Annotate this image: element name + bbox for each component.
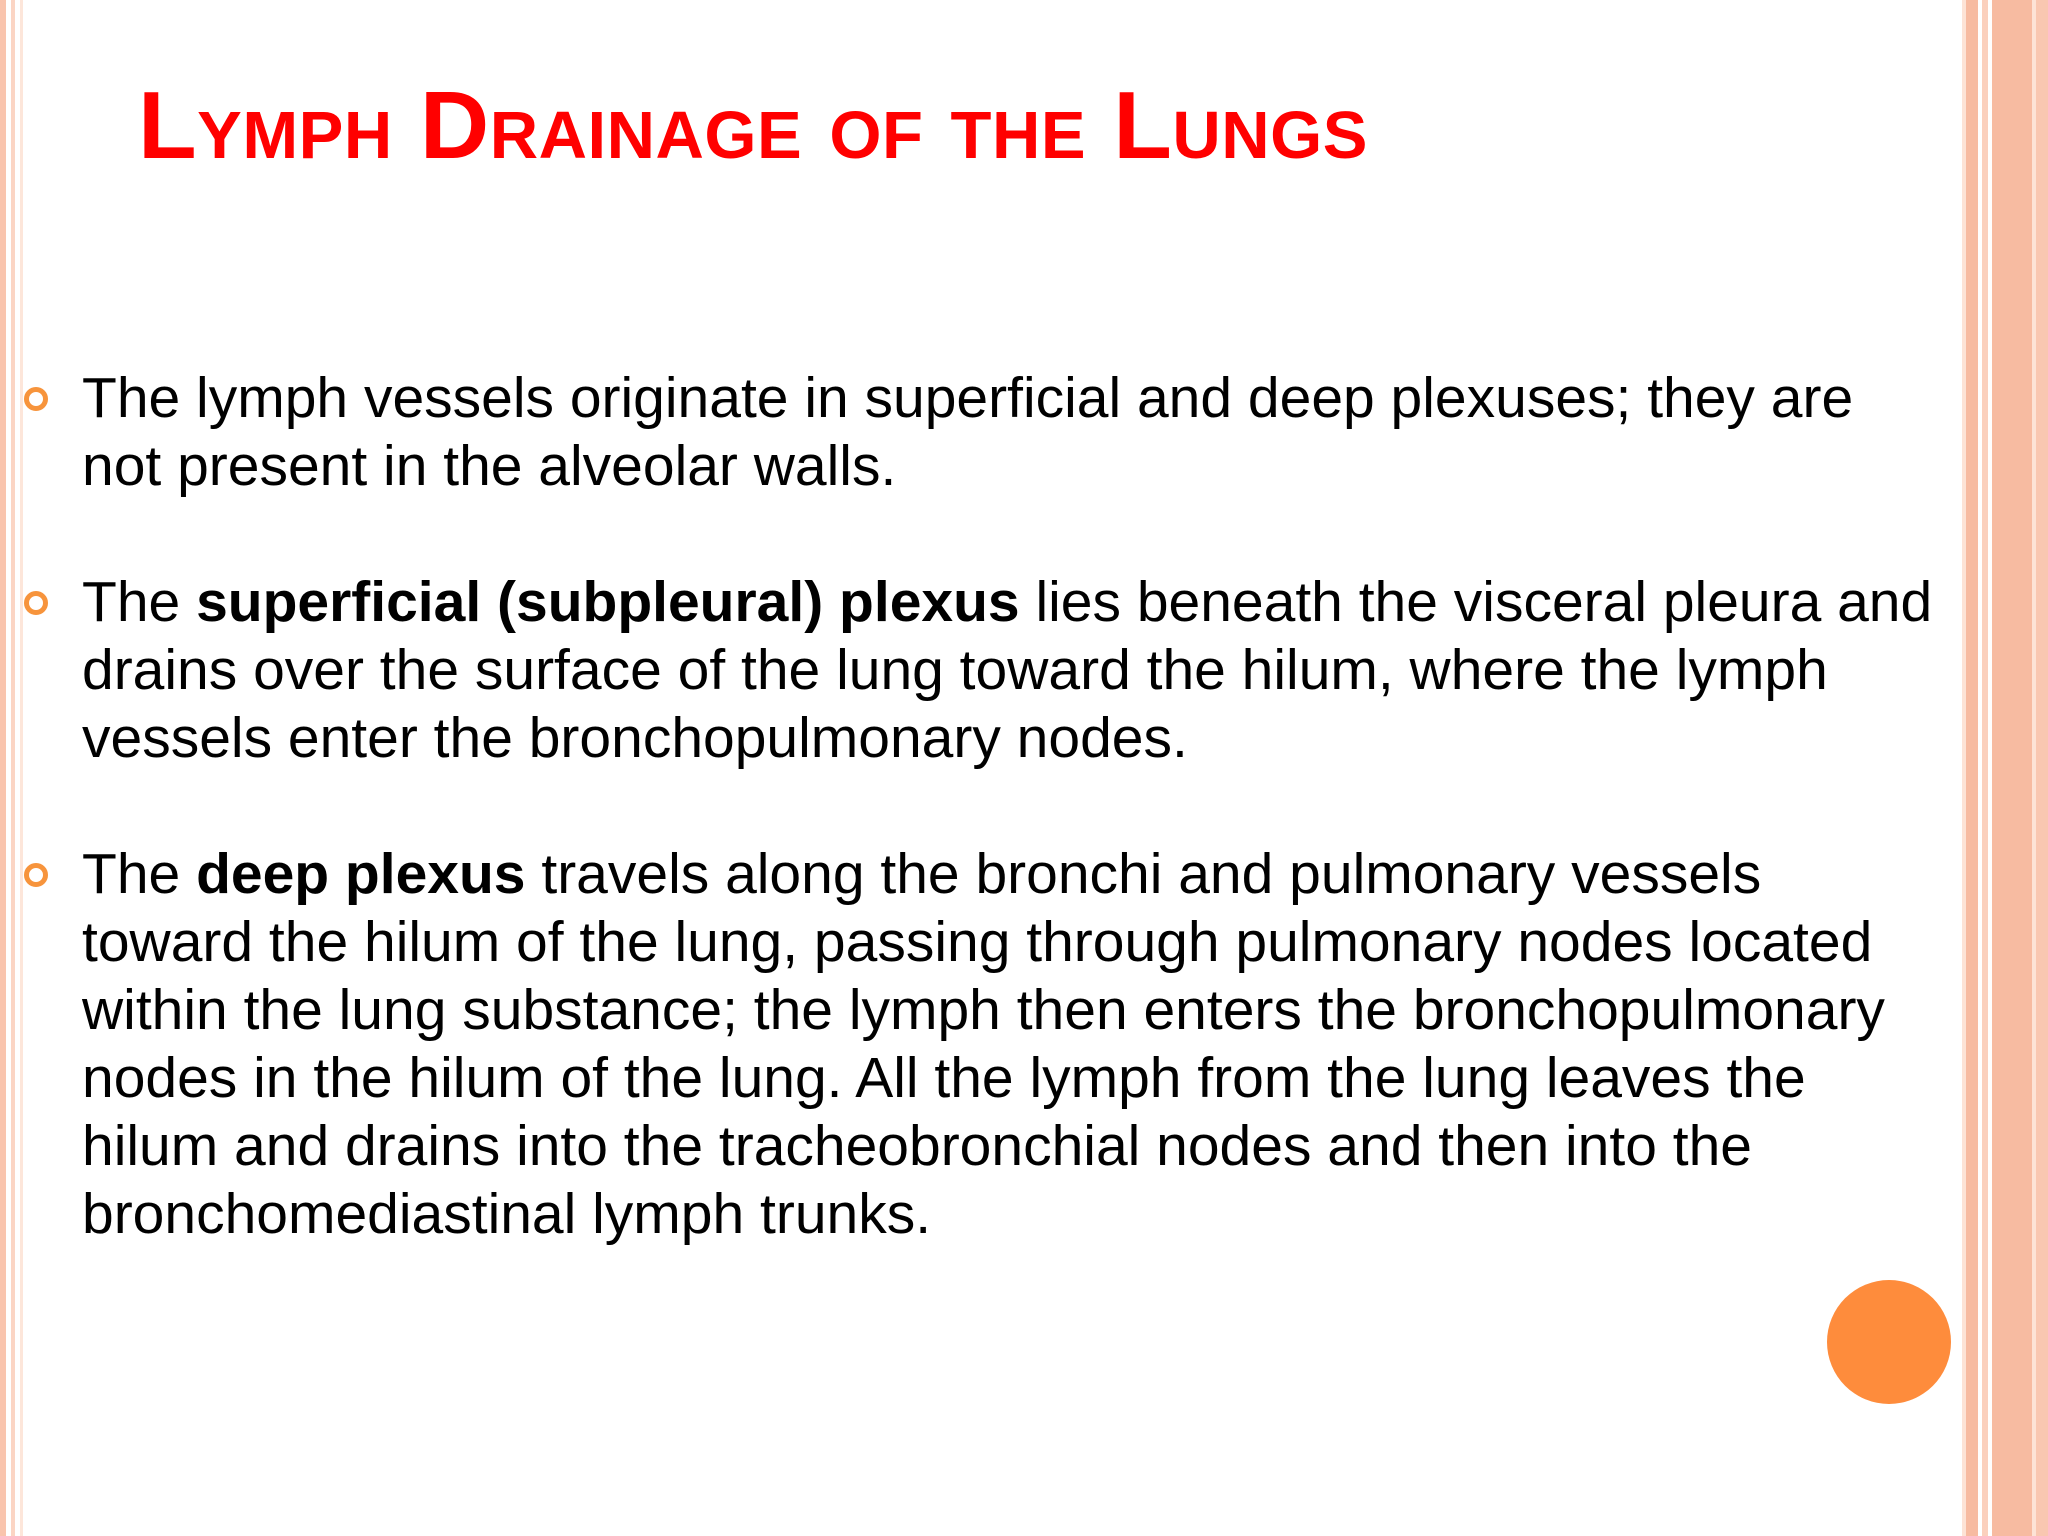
bullet-ring-icon <box>24 591 48 615</box>
bullet-text-after: travels along the bronchi and pulmonary vessels toward the hilum of the lung, passing through pulmonary nodes located within the lung substance; the lymph then enters the bronchopulmonary nodes in the hilum of the lung. All the lymph from the lung leaves the hilum and drains into the tracheobronchial nodes and then into the bronchomediastinal lymph trunks. <box>82 842 1885 1246</box>
slide-title: Lymph Drainage of the Lungs <box>138 72 1368 179</box>
bullet-item <box>0 840 1940 1248</box>
right-border-stripe <box>1992 0 2032 1536</box>
right-border-stripe <box>2036 0 2048 1536</box>
bullet-item <box>0 568 1940 772</box>
bullet-text-after: lies beneath the visceral pleura and drains over the surface of the lung toward the hilum, where the lymph vessels enter the bronchopulmonary nodes. <box>82 570 1933 770</box>
bullet-ring-icon <box>24 863 48 887</box>
bullet-text: The lymph vessels originate in superficial and deep plexuses; they are not present in the alveolar walls. <box>82 366 1854 498</box>
bullet-ring-icon <box>24 387 48 411</box>
right-border-stripe <box>1966 0 1978 1536</box>
bullet-list <box>0 364 1940 1316</box>
bullet-bold-text: superficial (subpleural) plexus <box>196 570 1020 634</box>
bullet-bold-text: deep plexus <box>196 842 526 906</box>
bullet-text: The <box>82 842 197 906</box>
decorative-circle-icon <box>1827 1280 1951 1404</box>
bullet-item <box>0 364 1940 500</box>
bullet-text: The <box>82 570 197 634</box>
